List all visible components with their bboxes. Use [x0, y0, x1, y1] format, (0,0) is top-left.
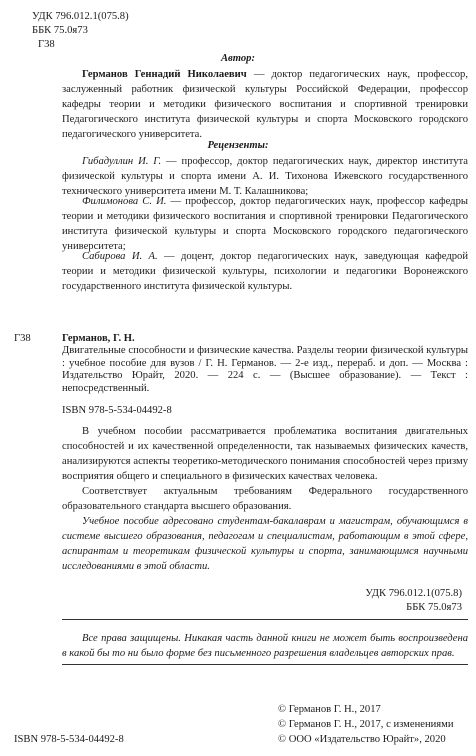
reviewer-description: — профессор, доктор педагогических наук, профессор кафедры теории и методики физического воспитания и спортивной тренировки Педагогического института физической культуры и спорта Московского городского педагогического университета;: [62, 196, 468, 252]
author-name: Германов Геннадий Николаевич: [82, 69, 247, 80]
bottom-bbk-code: ББК 75.0я73: [406, 602, 462, 613]
author-paragraph: [62, 67, 468, 142]
reviewer-name: Филимонова С. И.: [82, 196, 167, 207]
reviewers-heading: Рецензенты:: [207, 140, 269, 151]
bottom-udk-code: УДК 796.012.1(075.8): [365, 588, 462, 599]
author-heading: Автор:: [220, 53, 256, 64]
footer-isbn: ISBN 978-5-534-04492-8: [14, 734, 124, 745]
abstract-paragraph-3: Учебное пособие адресовано студентам-бакалаврам и магистрам, обучающимся в системе высшего образования, педагогам и специалистам, работающим в этой сфере, аспирантам и теоретикам физической культуры и спорта, занимающимся научными исследованиями в этой области.: [62, 516, 468, 572]
bbk-code: ББК 75.0я73: [32, 25, 88, 36]
author-sign-code: Г38: [38, 39, 55, 50]
reviewer-name: Гибадуллин И. Г.: [82, 156, 162, 167]
udk-code: УДК 796.012.1(075.8): [32, 11, 129, 22]
reviewer-description: — профессор, доктор педагогических наук, директор института физической культуры и спорта имени А. И. Тихонова Ижевского государственного технического университета имени М. Т. Калашникова;: [62, 156, 468, 197]
abstract-paragraph-2: Соответствует актуальным требованиям Федерального государственного образовательного стандарта высшего образования.: [62, 486, 468, 512]
copyright-line: © ООО «Издательство Юрайт», 2020: [278, 734, 446, 745]
copyright-line: © Германов Г. Н., 2017: [278, 704, 381, 715]
copyright-list: [278, 704, 474, 746]
divider-top: [62, 619, 468, 620]
catalog-description: Двигательные способности и физические качества. Разделы теории физической культуры : учебное пособие для вузов / Г. Н. Германов. — 2-е изд., перераб. и доп. — Москва : Издательство Юрайт, 2020. — 224 с. — (Высшее образование). — Текст : непосредственный.: [62, 345, 468, 394]
reviewer-1: [62, 154, 468, 199]
reviewer-description: — доцент, доктор педагогических наук, заведующая кафедрой теории и методики физической культуры, психологии и педагогики Воронежского государственного института физической культуры.: [62, 251, 468, 292]
catalog-author: Германов, Г. Н.: [62, 333, 135, 344]
reviewer-2: [62, 194, 468, 254]
catalog-isbn: ISBN 978-5-534-04492-8: [62, 405, 172, 416]
abstract-paragraph-1: В учебном пособии рассматривается проблематика воспитания двигательных способностей и их качественной определенности, так называемых физических качеств, анализируются аспекты теоретико-методического понимания способностей через призму восприятия общего и специального в физических качествах человека.: [62, 426, 468, 482]
reviewer-name: Сабирова И. А.: [82, 251, 158, 262]
reviewer-3: [62, 249, 468, 294]
rights-notice: Все права защищены. Никакая часть данной книги не может быть воспроизведена в какой бы то ни было форме без письменного разрешения владельцев авторских прав.: [62, 633, 468, 659]
catalog-code: Г38: [14, 333, 31, 344]
copyright-line: © Германов Г. Н., 2017, с изменениями: [278, 719, 454, 730]
author-description: — доктор педагогических наук, профессор, заслуженный работник физической культуры Российской Федерации, профессор кафедры теории и методики физического воспитания и спортивной тренировки Педагогического института физической культуры и спорта Московского городского педагогического университета.: [62, 69, 469, 140]
divider-bottom: [62, 664, 468, 665]
